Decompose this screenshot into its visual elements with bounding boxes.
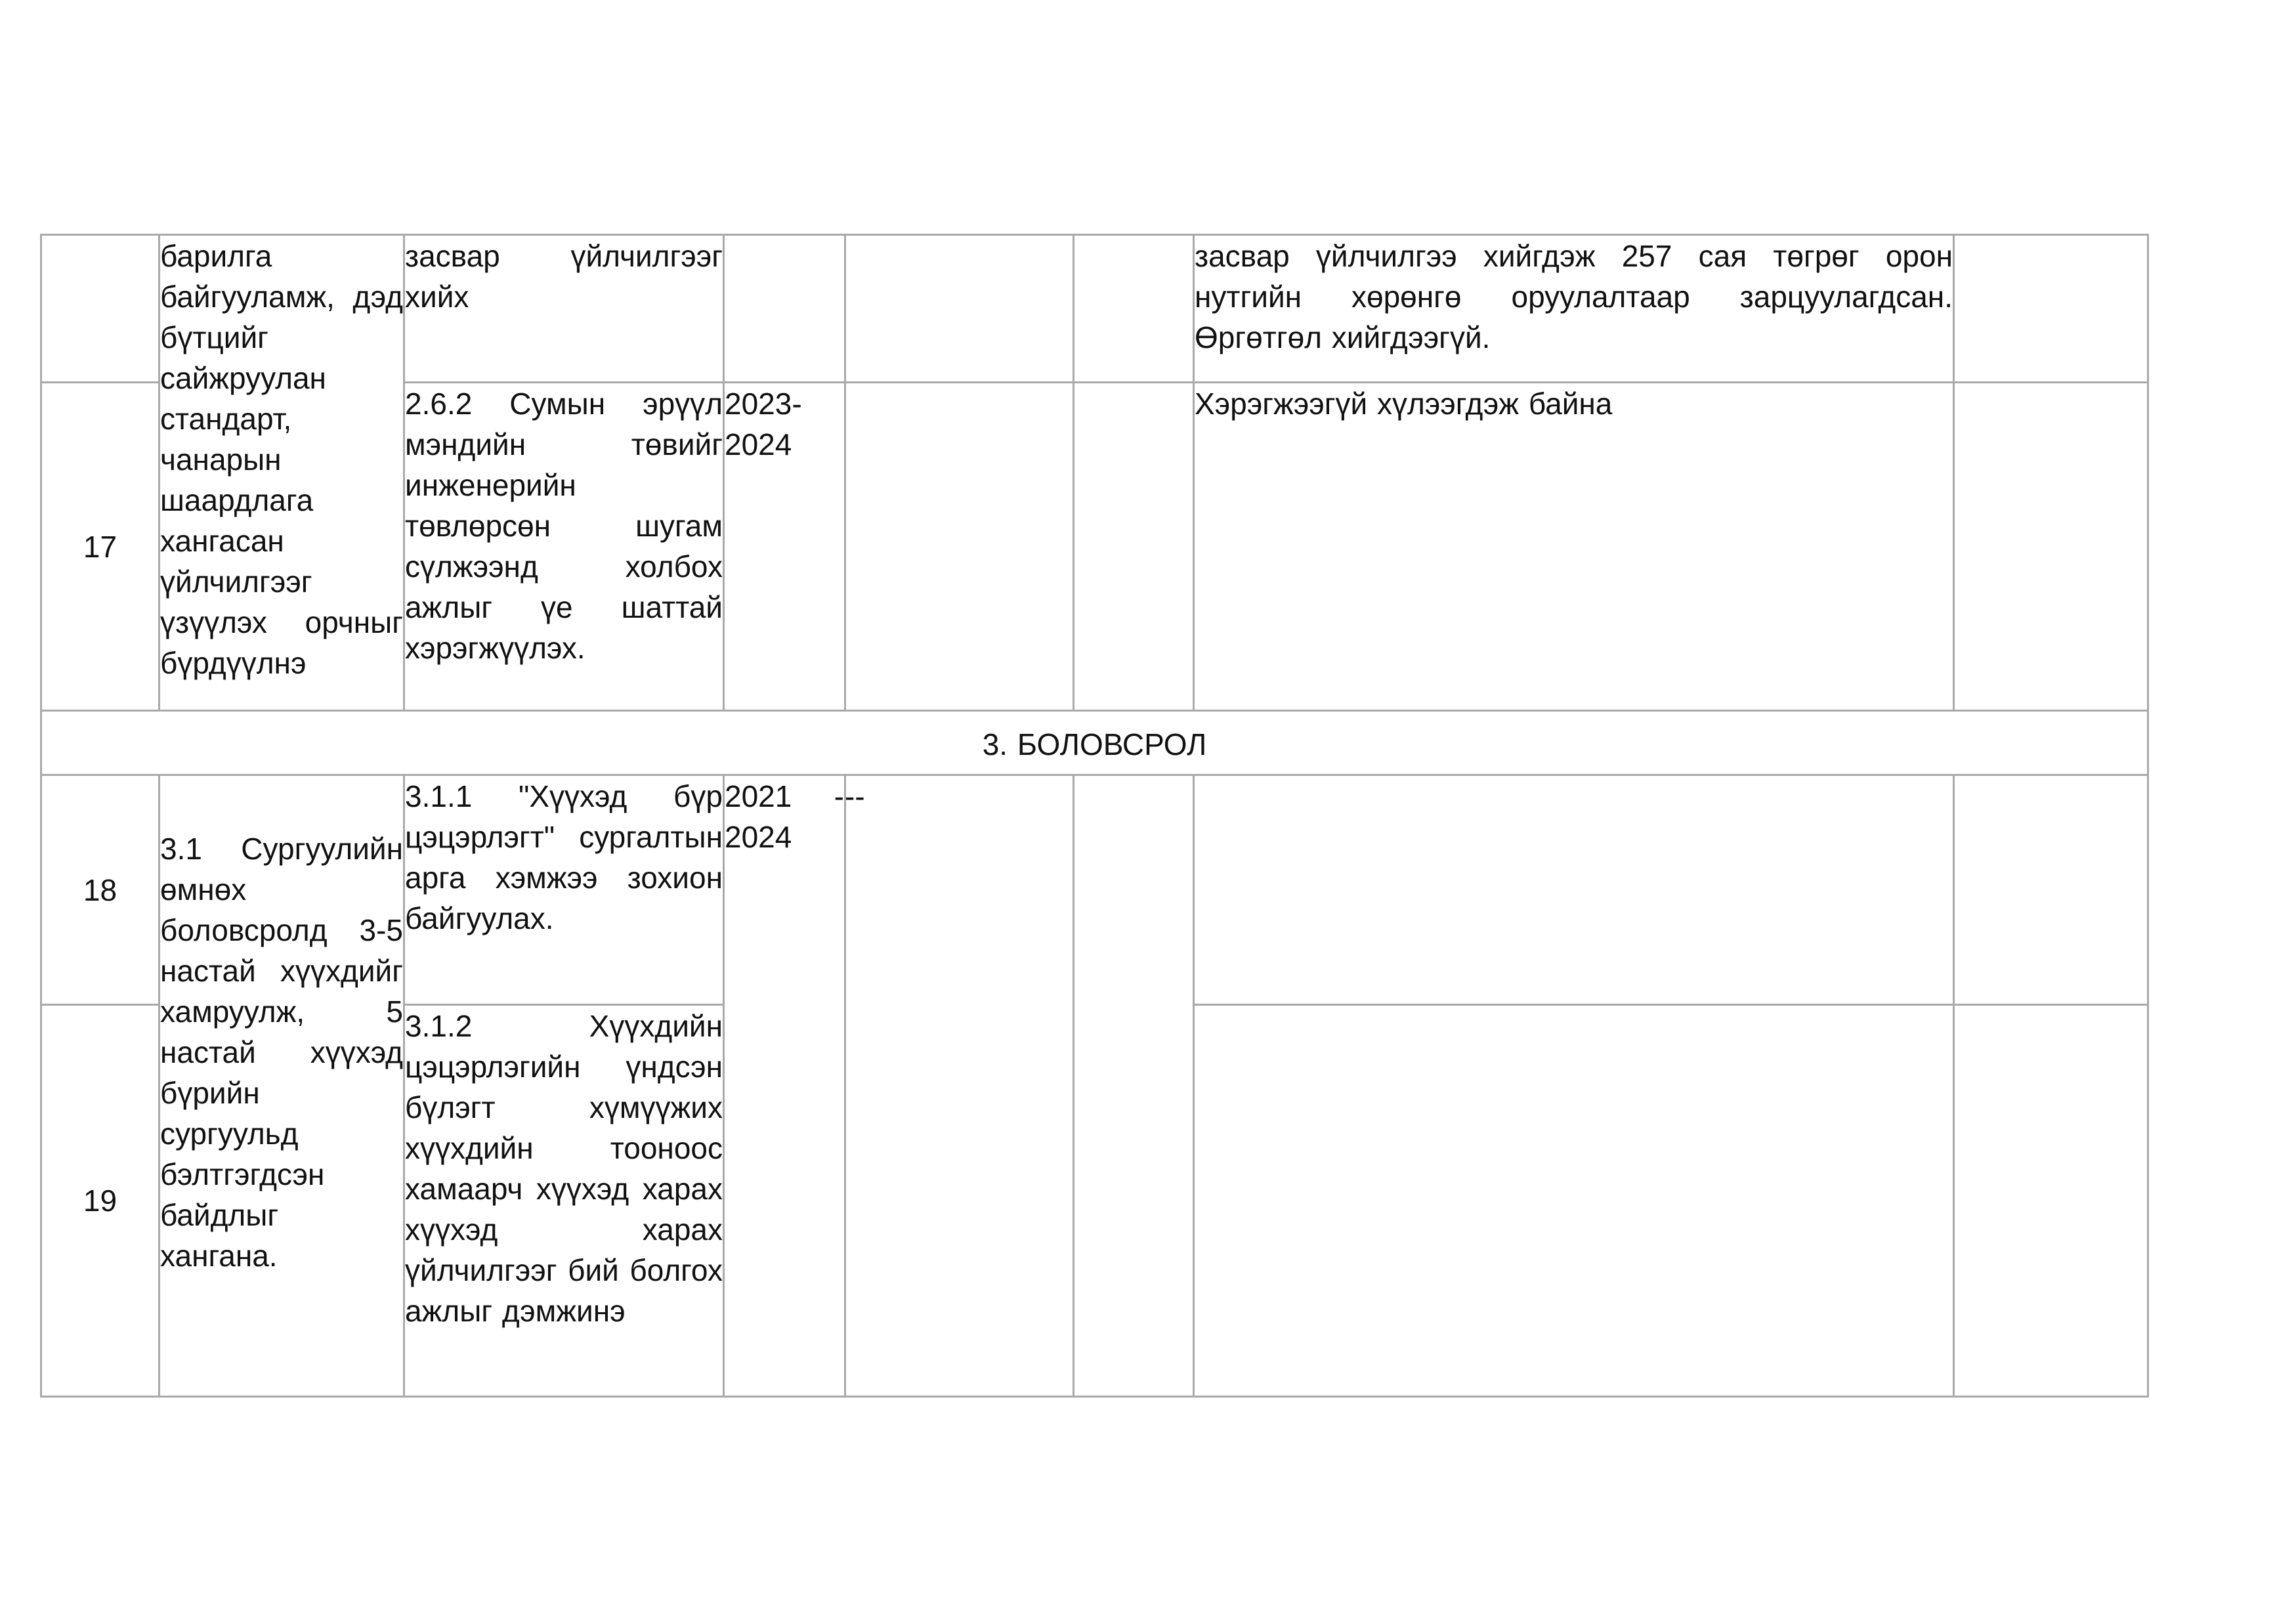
activity-text: 3.1.2 Хүүхдийн цэцэрлэгийн үндсэн бүлэгт хүмүүжих хүүхдийн тооноос хамаарч хүүхэд харах хүүхэд харах үйлчилгээг бий болгох ажлыг дэмжинэ <box>405 1009 723 1328</box>
result-text: засвар үйлчилгээ хийгдэж 257 сая төгрөг орон нутгийн хөрөнгө оруулалтаар зарцуулагдсан. Өргөтгөл хийгдээгүй. <box>1195 239 1953 354</box>
table-row <box>41 775 2148 1005</box>
table-row <box>41 235 2148 383</box>
period-cell <box>724 235 845 383</box>
goal-cell <box>159 775 404 1397</box>
result-cell <box>1194 1005 1954 1397</box>
number-cell <box>41 235 159 383</box>
empty-cell <box>1954 775 2148 1005</box>
activity-text: засвар үйлчилгээг хийх <box>405 239 723 314</box>
number-cell <box>41 383 159 711</box>
row-number: 18 <box>83 872 117 907</box>
empty-cell <box>1074 235 1194 383</box>
activity-cell <box>404 775 724 1005</box>
status-cell <box>845 775 1074 1397</box>
number-cell <box>41 1005 159 1397</box>
period-text: 2023-2024 <box>725 387 802 461</box>
plan-table <box>40 234 2149 1398</box>
activity-cell <box>404 383 724 711</box>
empty-cell <box>1954 235 2148 383</box>
row-number: 17 <box>83 529 117 564</box>
empty-cell <box>1074 383 1194 711</box>
period-cell <box>724 775 845 1397</box>
goal-text: 3.1 Сургуулийн өмнөх боловсролд 3-5 настай хүүхдийг хамруулж, 5 настай хүүхэд бүрийн сургуульд бэлтгэгдсэн байдлыг хангана. <box>160 832 403 1273</box>
activity-text: 3.1.1 "Хүүхэд бүр цэцэрлэгт" сургалтын арга хэмжээ зохион байгуулах. <box>405 779 723 935</box>
result-cell <box>1194 383 1954 711</box>
empty-cell <box>1954 1005 2148 1397</box>
number-cell <box>41 775 159 1005</box>
result-cell <box>1194 235 1954 383</box>
result-text: Хэрэгжээгүй хүлээгдэж байна <box>1195 387 1613 421</box>
period-cell <box>724 383 845 711</box>
empty-cell <box>1954 383 2148 711</box>
activity-cell <box>404 235 724 383</box>
activity-cell <box>404 1005 724 1397</box>
section-heading-cell <box>41 711 2148 775</box>
empty-cell <box>845 383 1074 711</box>
period-text: 2021 - 2024 <box>725 779 844 854</box>
goal-text: барилга байгууламж, дэд бүтцийг сайжруулан стандарт, чанарын шаардлага хангасан үйлчилгээг үзүүлэх орчныг бүрдүүлнэ <box>160 239 403 680</box>
goal-cell <box>159 235 404 711</box>
row-number: 19 <box>83 1184 117 1218</box>
result-cell <box>1194 775 1954 1005</box>
section-row <box>41 711 2148 775</box>
activity-text: 2.6.2 Сумын эрүүл мэндийн төвийг инженерийн төвлөрсөн шугам сүлжээнд холбох ажлыг үе шаттай хэрэгжүүлэх. <box>405 387 723 665</box>
status-text: -- <box>845 779 865 813</box>
empty-cell <box>845 235 1074 383</box>
empty-cell <box>1074 775 1194 1397</box>
section-heading: 3. БОЛОВСРОЛ <box>982 727 1207 761</box>
